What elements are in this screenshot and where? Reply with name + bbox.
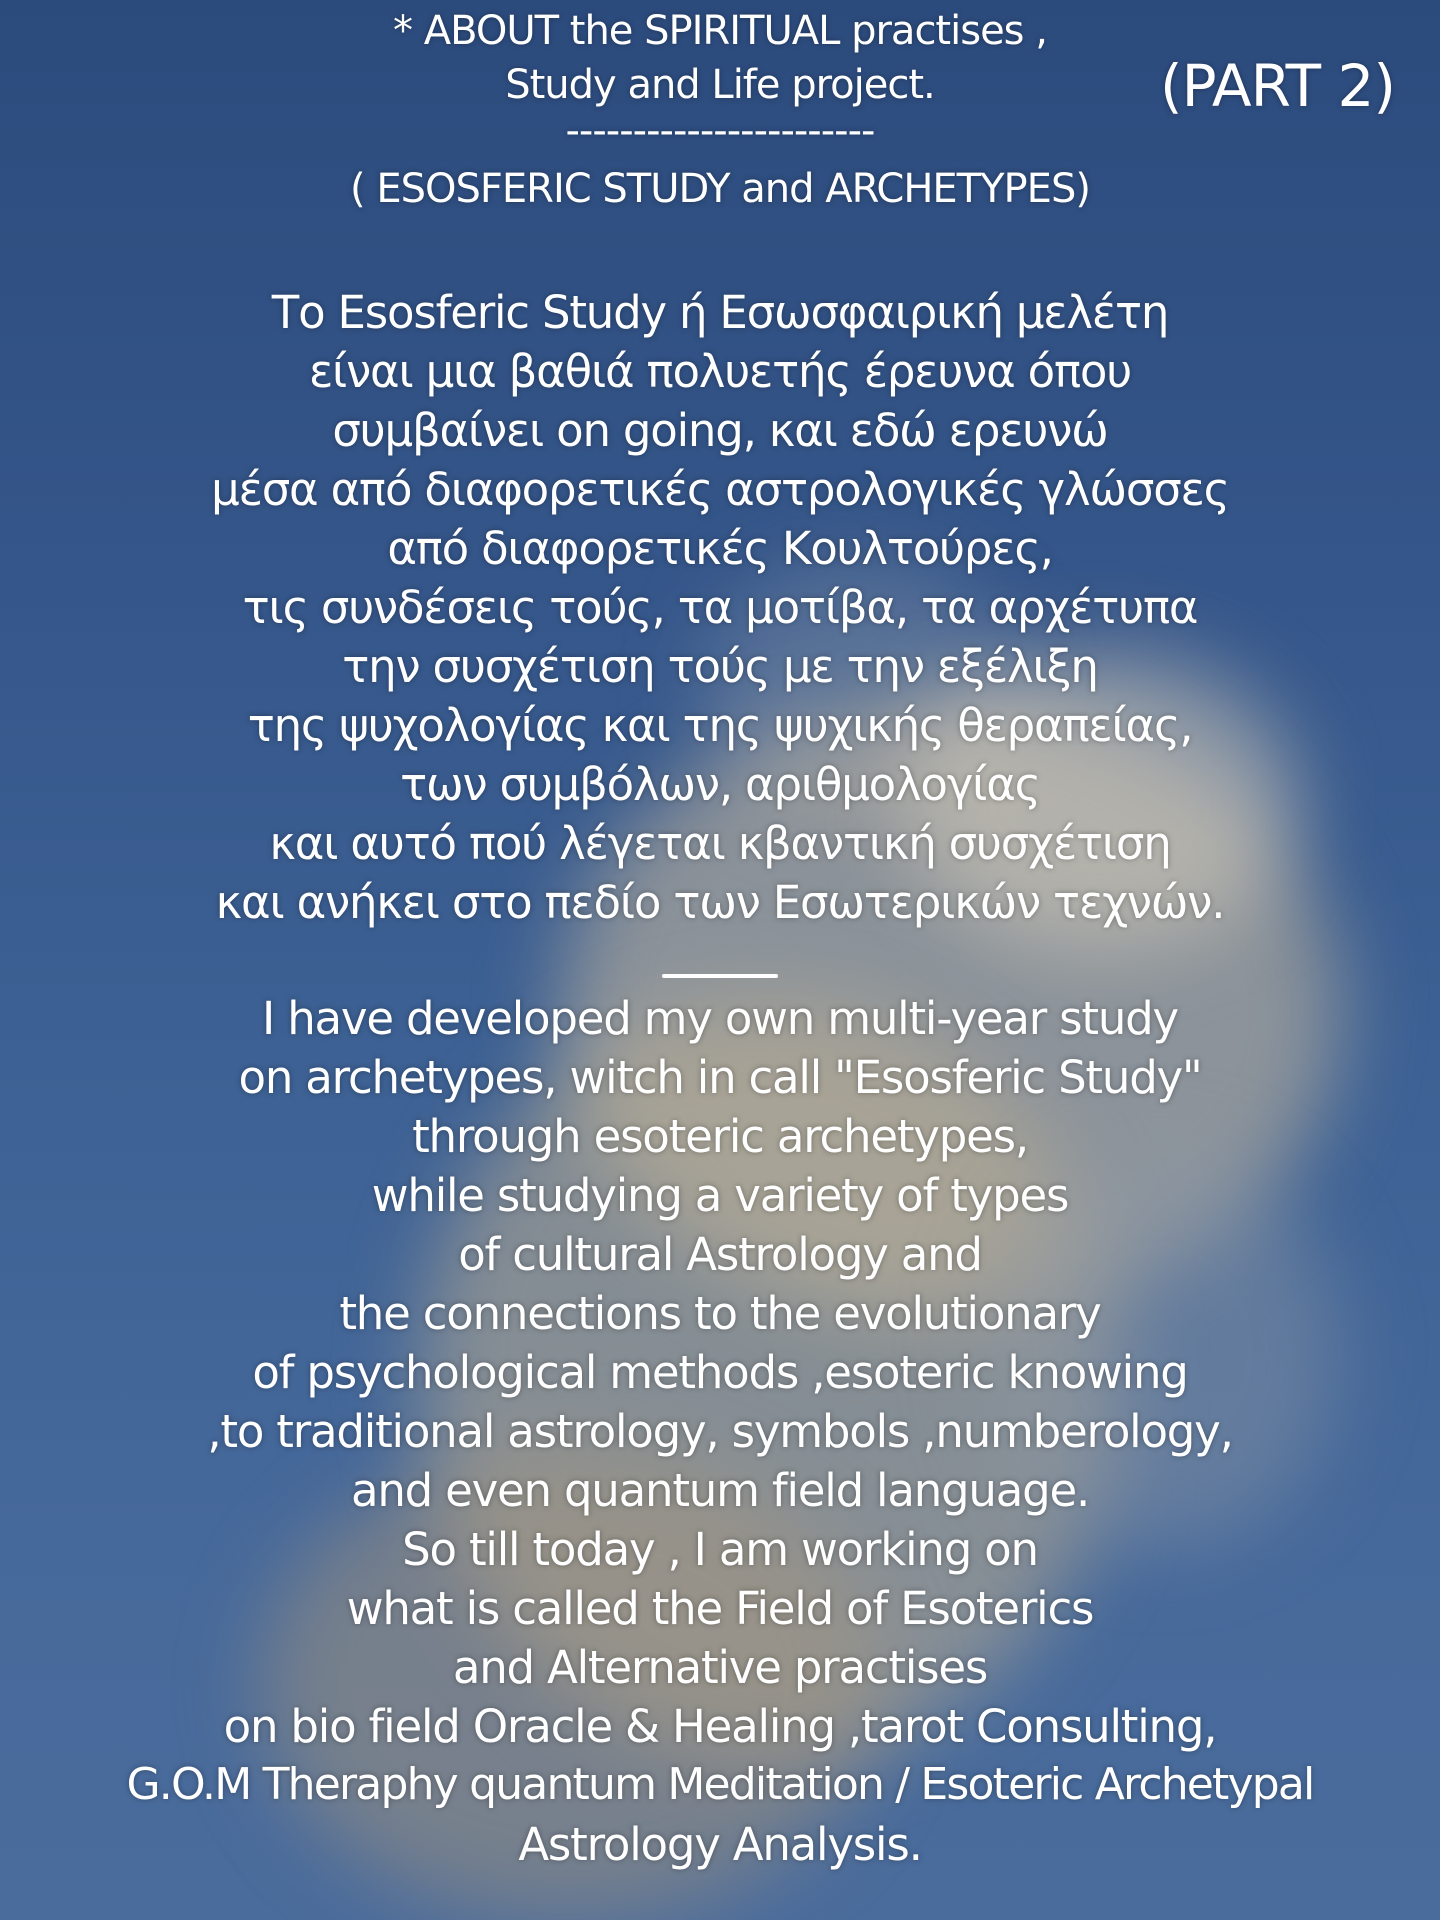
- subtitle: ( ESOSFERIC STUDY and ARCHETYPES): [350, 166, 1090, 212]
- english-line: of psychological methods ,esoteric knowing: [252, 1346, 1188, 1399]
- english-line: through esoteric archetypes,: [412, 1110, 1028, 1163]
- english-line: on archetypes, witch in call "Esosferic Study": [238, 1051, 1202, 1104]
- greek-line: μέσα από διαφορετικές αστρολογικές γλώσσες: [211, 463, 1229, 516]
- english-line: of cultural Astrology and: [458, 1228, 982, 1281]
- english-line: on bio field Oracle & Healing ,tarot Consulting,: [223, 1700, 1217, 1753]
- greek-line: και αυτό πού λέγεται κβαντική συσχέτιση: [269, 817, 1171, 870]
- greek-line: από διαφορετικές Κουλτούρες,: [387, 522, 1053, 575]
- english-line: I have developed my own multi-year study: [262, 992, 1178, 1045]
- english-line: while studying a variety of types: [371, 1169, 1069, 1222]
- greek-line: την συσχέτιση τούς με την εξέλιξη: [342, 640, 1098, 693]
- greek-line: και ανήκει στο πεδίο των Εσωτερικών τεχνών.: [215, 876, 1225, 929]
- greek-line: είναι μια βαθιά πολυετής έρευνα όπου: [308, 345, 1132, 398]
- greek-line: τις συνδέσεις τούς, τα μοτίβα, τα αρχέτυπα: [242, 581, 1198, 634]
- english-line: ,to traditional astrology, symbols ,numberology,: [207, 1405, 1233, 1458]
- section-divider: [662, 974, 778, 978]
- english-line: Astrology Analysis.: [518, 1818, 922, 1871]
- title-line-2: Study and Life project.: [505, 62, 935, 108]
- greek-line: της ψυχολογίας και της ψυχικής θεραπείας,: [247, 699, 1193, 752]
- greek-line: των συμβόλων, αριθμολογίας: [400, 758, 1040, 811]
- english-line: the connections to the evolutionary: [339, 1287, 1101, 1340]
- greek-line: συμβαίνει on going, και εδώ ερευνώ: [332, 404, 1108, 457]
- english-line: what is called the Field of Esoterics: [346, 1582, 1094, 1635]
- header-divider: -----------------------: [565, 108, 875, 154]
- english-line: G.O.M Theraphy quantum Meditation / Esoteric Archetypal: [126, 1759, 1314, 1810]
- part-label: (PART 2): [1160, 52, 1396, 120]
- english-line: and Alternative practises: [452, 1641, 988, 1694]
- english-line: So till today , I am working on: [402, 1523, 1038, 1576]
- english-line: and even quantum field language.: [350, 1464, 1090, 1517]
- title-line-1: * ABOUT the SPIRITUAL practises ,: [393, 8, 1047, 54]
- greek-line: Το Esosferic Study ή Εσωσφαιρική μελέτη: [271, 286, 1169, 339]
